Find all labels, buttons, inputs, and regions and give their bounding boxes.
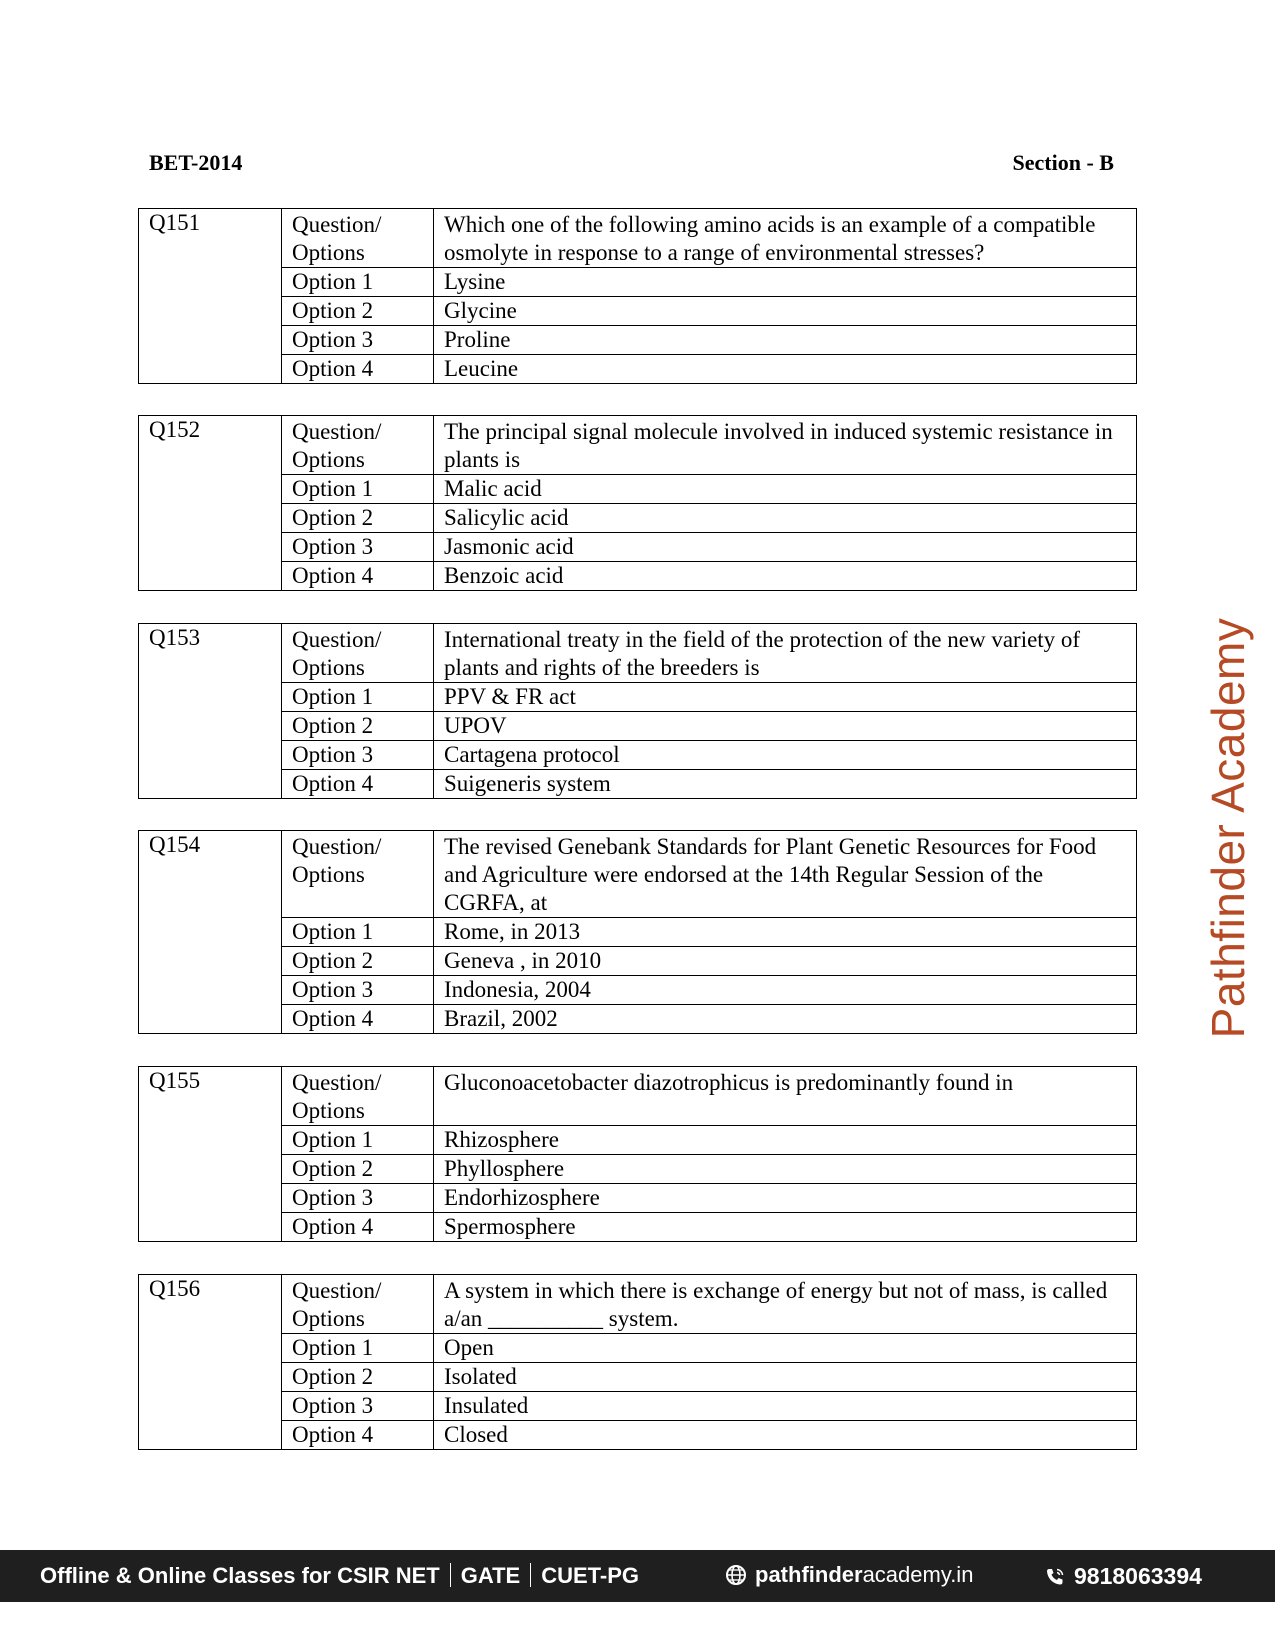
option-row: [139, 475, 1137, 504]
question-number: Q156: [139, 1275, 282, 1450]
option-text: Salicylic acid: [434, 504, 1137, 533]
option-row: [139, 741, 1137, 770]
question-label: Question/ Options: [282, 831, 434, 918]
question-text: Gluconoacetobacter diazotrophicus is predominantly found in: [434, 1067, 1137, 1126]
option-row: [139, 1184, 1137, 1213]
option-label: Option 2: [282, 712, 434, 741]
footer-classes-text: Offline & Online Classes for CSIR NET: [40, 1563, 440, 1588]
question-number: Q152: [139, 416, 282, 591]
question-table: [138, 1274, 1137, 1450]
question-table: [138, 623, 1137, 799]
question-label: Question/ Options: [282, 1067, 434, 1126]
option-text: Closed: [434, 1421, 1137, 1450]
question-table: [138, 208, 1137, 384]
question-label: Question/ Options: [282, 209, 434, 268]
option-label: Option 4: [282, 1421, 434, 1450]
option-label: Option 3: [282, 1184, 434, 1213]
option-label: Option 4: [282, 1213, 434, 1242]
page-header: [149, 150, 1114, 180]
option-row: [139, 1005, 1137, 1034]
option-text: Isolated: [434, 1363, 1137, 1392]
option-label: Option 1: [282, 268, 434, 297]
option-row: [139, 1334, 1137, 1363]
option-row: [139, 1213, 1137, 1242]
question-table: [138, 1066, 1137, 1242]
option-row: [139, 1363, 1137, 1392]
option-text: Spermosphere: [434, 1213, 1137, 1242]
option-text: Rome, in 2013: [434, 918, 1137, 947]
option-row: [139, 504, 1137, 533]
option-label: Option 3: [282, 976, 434, 1005]
footer-phone[interactable]: [1044, 1563, 1202, 1590]
option-label: Option 2: [282, 1155, 434, 1184]
option-row: [139, 1155, 1137, 1184]
option-text: Endorhizosphere: [434, 1184, 1137, 1213]
footer-divider: [530, 1563, 531, 1587]
option-text: Geneva , in 2010: [434, 947, 1137, 976]
option-text: Phyllosphere: [434, 1155, 1137, 1184]
option-row: [139, 712, 1137, 741]
option-row: [139, 268, 1137, 297]
option-text: Cartagena protocol: [434, 741, 1137, 770]
option-label: Option 2: [282, 297, 434, 326]
footer-bar: [0, 1550, 1275, 1602]
option-row: [139, 683, 1137, 712]
option-text: Rhizosphere: [434, 1126, 1137, 1155]
option-row: [139, 1126, 1137, 1155]
exam-title: BET-2014: [149, 150, 243, 175]
option-label: Option 1: [282, 918, 434, 947]
option-label: Option 4: [282, 1005, 434, 1034]
option-row: [139, 297, 1137, 326]
option-label: Option 2: [282, 1363, 434, 1392]
option-label: Option 4: [282, 562, 434, 591]
option-label: Option 3: [282, 533, 434, 562]
question-text: A system in which there is exchange of energy but not of mass, is called a/an __________ system.: [434, 1275, 1137, 1334]
watermark: Pathfinder Academy: [1202, 617, 1254, 1039]
option-label: Option 1: [282, 683, 434, 712]
option-label: Option 2: [282, 504, 434, 533]
option-row: [139, 1392, 1137, 1421]
question-number: Q154: [139, 831, 282, 1034]
question-label: Question/ Options: [282, 1275, 434, 1334]
option-label: Option 1: [282, 475, 434, 504]
option-label: Option 3: [282, 1392, 434, 1421]
option-text: UPOV: [434, 712, 1137, 741]
option-text: Proline: [434, 326, 1137, 355]
option-row: [139, 562, 1137, 591]
question-text: The principal signal molecule involved in induced systemic resistance in plants is: [434, 416, 1137, 475]
footer-divider: [450, 1563, 451, 1587]
question-number: Q151: [139, 209, 282, 384]
question-label: Question/ Options: [282, 416, 434, 475]
option-text: Jasmonic acid: [434, 533, 1137, 562]
option-label: Option 3: [282, 741, 434, 770]
footer-website[interactable]: [725, 1562, 973, 1588]
question-number: Q153: [139, 624, 282, 799]
option-row: [139, 355, 1137, 384]
option-text: Indonesia, 2004: [434, 976, 1137, 1005]
option-label: Option 1: [282, 1126, 434, 1155]
question-number: Q155: [139, 1067, 282, 1242]
option-row: [139, 533, 1137, 562]
phone-number: 9818063394: [1074, 1563, 1202, 1589]
option-label: Option 4: [282, 770, 434, 799]
option-label: Option 3: [282, 326, 434, 355]
question-table: [138, 830, 1137, 1034]
option-row: [139, 918, 1137, 947]
option-text: PPV & FR act: [434, 683, 1137, 712]
question-label: Question/ Options: [282, 624, 434, 683]
option-row: [139, 326, 1137, 355]
question-text: Which one of the following amino acids is an example of a compatible osmolyte in response to a range of environmental stresses?: [434, 209, 1137, 268]
option-label: Option 1: [282, 1334, 434, 1363]
footer-cuet: CUET-PG: [541, 1563, 640, 1588]
option-text: Benzoic acid: [434, 562, 1137, 591]
question-table: [138, 415, 1137, 591]
website-rest: academy.in: [862, 1562, 974, 1587]
footer-gate: GATE: [460, 1563, 521, 1588]
option-text: Insulated: [434, 1392, 1137, 1421]
website-bold: pathfinder: [755, 1562, 863, 1587]
option-row: [139, 976, 1137, 1005]
option-row: [139, 1421, 1137, 1450]
option-text: Brazil, 2002: [434, 1005, 1137, 1034]
section-title: Section - B: [1012, 150, 1114, 175]
globe-icon: [725, 1564, 747, 1586]
option-text: Leucine: [434, 355, 1137, 384]
option-label: Option 2: [282, 947, 434, 976]
option-label: Option 4: [282, 355, 434, 384]
option-row: [139, 770, 1137, 799]
phone-icon: [1044, 1566, 1066, 1588]
option-text: Glycine: [434, 297, 1137, 326]
footer-classes: [40, 1563, 639, 1589]
question-text: The revised Genebank Standards for Plant Genetic Resources for Food and Agriculture were endorsed at the 14th Regular Session of the CGRFA, at: [434, 831, 1137, 918]
option-text: Lysine: [434, 268, 1137, 297]
question-text: International treaty in the field of the protection of the new variety of plants and rights of the breeders is: [434, 624, 1137, 683]
option-text: Malic acid: [434, 475, 1137, 504]
option-text: Open: [434, 1334, 1137, 1363]
option-text: Suigeneris system: [434, 770, 1137, 799]
option-row: [139, 947, 1137, 976]
